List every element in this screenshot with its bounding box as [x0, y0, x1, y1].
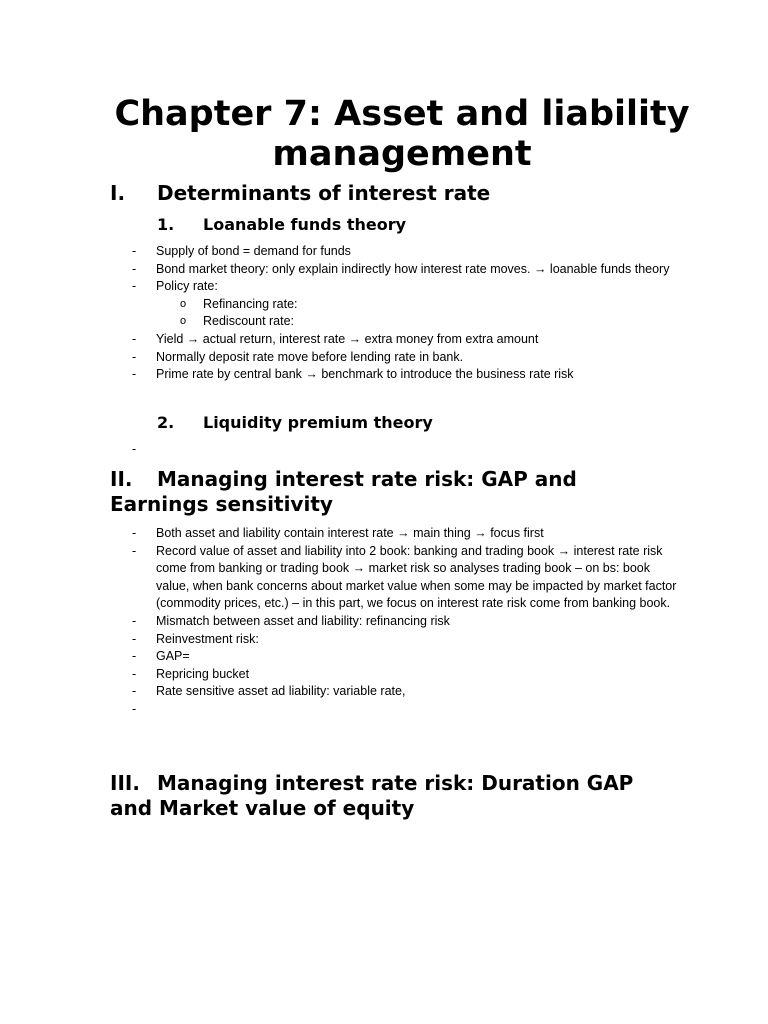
subsection-number: 2.	[157, 413, 175, 432]
subsection-heading-1-2	[157, 413, 433, 433]
bullet-marker: -	[132, 367, 137, 382]
list-item-text: Repricing bucket	[156, 666, 250, 681]
bullet-marker: -	[132, 526, 137, 540]
list-item-text: Yield → actual return, interest rate → extra money from extra amount	[156, 331, 539, 346]
list-item-text: Normally deposit rate move before lending rate in bank.	[156, 349, 464, 364]
bullet-marker: -	[132, 349, 137, 364]
list-item-text: Supply of bond = demand for funds	[156, 244, 351, 258]
bullet-marker: -	[132, 631, 137, 646]
list-item	[0, 349, 686, 367]
list-item-text: Prime rate by central bank → benchmark to introduce the business rate risk	[156, 367, 574, 382]
list-item	[0, 613, 686, 631]
bullet-marker: -	[132, 613, 137, 628]
list-item-text: Record value of asset and liability into 2 book: banking and trading book → interest rate risk come from banking or trading book → market risk so analyses trading book – on bs: book value, when bank concerns about market value when some may be impacted by market factor (commodity prices, etc.) – in this part, we focus on interest rate risk come from banking book.	[156, 543, 677, 611]
bullet-marker: -	[132, 666, 137, 681]
bullet-marker: -	[132, 331, 137, 346]
subsection-heading-text: Liquidity premium theory	[203, 413, 433, 432]
list-item	[0, 278, 686, 296]
section-heading-text: Managing interest rate risk: GAP and Earnings sensitivity	[110, 467, 577, 516]
list-item	[0, 331, 686, 349]
list-item-text: Bond market theory: only explain indirectly how interest rate moves. → loanable funds theory	[156, 261, 670, 276]
section-heading-3	[110, 771, 670, 821]
list-item	[0, 525, 686, 543]
bullet-list-loanable-funds	[0, 243, 686, 384]
bullet-marker: -	[132, 244, 137, 258]
subsection-number: 1.	[157, 215, 175, 234]
list-item-text: Reinvestment risk:	[156, 631, 259, 646]
section-number: II.	[110, 467, 133, 491]
section-heading-text: Managing interest rate risk: Duration GAP and Market value of equity	[110, 771, 634, 820]
chapter-title: Chapter 7: Asset and liability management	[114, 94, 690, 174]
subsection-heading-text: Loanable funds theory	[203, 215, 407, 234]
list-subitem	[0, 313, 683, 331]
list-item	[0, 648, 686, 666]
list-item-text: Policy rate:	[156, 279, 218, 294]
list-subitem	[0, 296, 683, 314]
bullet-marker: o	[180, 297, 187, 310]
list-item	[0, 261, 686, 279]
bullet-marker: -	[132, 442, 137, 456]
list-item	[0, 543, 686, 613]
bullet-marker: -	[132, 684, 137, 699]
list-item-text: Refinancing rate:	[203, 296, 298, 311]
list-item	[0, 243, 686, 261]
section-number: III.	[110, 771, 140, 795]
list-item	[0, 683, 686, 701]
bullet-marker: -	[132, 701, 137, 716]
section-heading-1	[110, 181, 670, 206]
list-item-text: GAP=	[156, 649, 190, 664]
list-item-text: Rediscount rate:	[203, 314, 295, 329]
bullet-marker: -	[132, 543, 137, 558]
list-item-text: Mismatch between asset and liability: refinancing risk	[156, 613, 450, 628]
section-number: I.	[110, 181, 126, 205]
bullet-list-gap	[0, 525, 686, 716]
list-item	[0, 666, 686, 684]
list-item	[0, 366, 686, 384]
bullet-marker: -	[132, 649, 137, 664]
list-item-text: Both asset and liability contain interest rate → main thing → focus first	[156, 526, 544, 540]
list-item-text: Rate sensitive asset ad liability: variable rate,	[156, 684, 406, 699]
list-item	[0, 631, 686, 649]
bullet-marker: o	[180, 315, 187, 328]
bullet-marker: -	[132, 261, 137, 276]
bullet-marker: -	[132, 279, 137, 294]
section-heading-2	[110, 467, 670, 517]
section-heading-text: Determinants of interest rate	[157, 181, 491, 205]
subsection-heading-1-1	[157, 215, 406, 235]
